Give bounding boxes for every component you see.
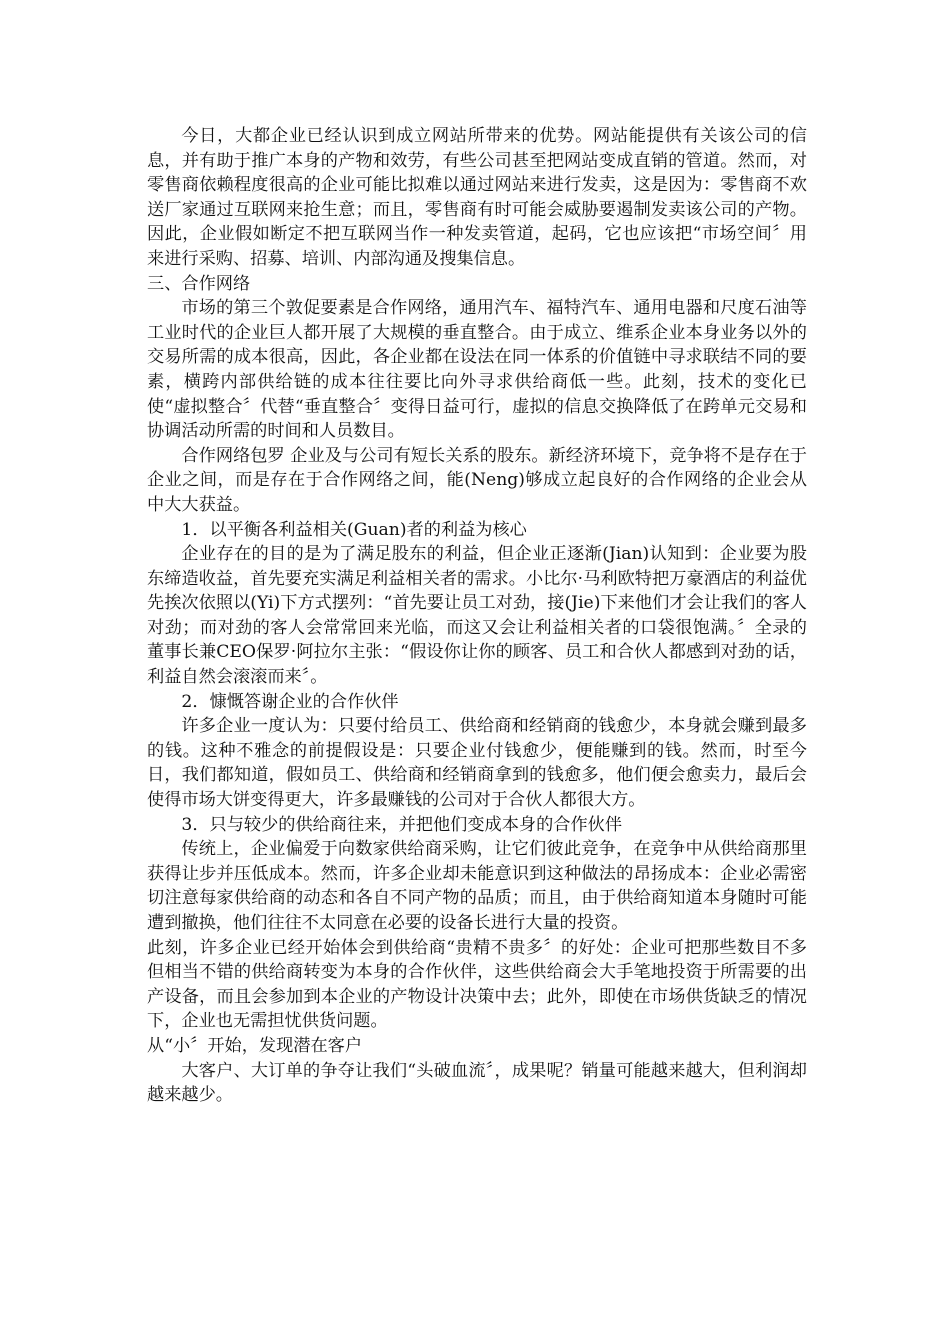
paragraph-big-customers: 大客户、大订单的争夺让我们“头破血流〞，成果呢？销量可能越来越大，但利润却越来越少。 [147, 1060, 807, 1106]
subheading-fewer-suppliers: 3．只与较少的供给商往来，并把他们变成本身的合作伙伴 [181, 814, 623, 835]
paragraph-network-scope: 合作网络包罗 企业及与公司有短长关系的股东。新经济环境下，竞争将不是存在于企业之间，而是存在于合作网络之间，能(Neng)够成立起良好的合作网络的企业会从中大大获益。 [147, 445, 807, 515]
subheading-reward-partners: 2．慷慨答谢企业的合作伙伴 [181, 691, 399, 712]
section-heading-cooperation-network: 三、合作网络 [147, 273, 251, 294]
document-page [147, 124, 807, 1108]
subheading-balance-stakeholders: 1．以平衡各利益相关(Guan)者的利益为核心 [181, 519, 527, 540]
paragraph-website-advantages: 今日，大都企业已经认识到成立网站所带来的优势。网站能提供有关该公司的信息，并有助于推广本身的产物和效劳，有些公司甚至把网站变成直销的管道。然而，对零售商依赖程度很高的企业可能比拟难以通过网站来进行发卖，这是因为：零售商不欢送厂家通过互联网来抢生意；而且，零售商有时可能会威胁要遏制发卖该公司的产物。因此，企业假如断定不把互联网当作一种发卖管道，起码，它也应该把“市场空间〞用来进行采购、招募、培训、内部沟通及搜集信息。 [147, 126, 807, 269]
paragraph-stakeholder-interests: 企业存在的目的是为了满足股东的利益，但企业正逐渐(Jian)认知到：企业要为股东缔造收益，首先要充实满足利益相关者的需求。小比尔·马利欧特把万豪酒店的利益优先挨次依照以(Yi)下方式摆列：“首先要让员工对劲，接(Jie)下来他们才会让我们的客人对劲；而对劲的客人会常常回来光临，而这又会让利益相关者的口袋很饱满。〞全录的董事长兼CEO保罗·阿拉尔主张：“假设你让你的顾客、员工和合伙人都感到对劲的话，利益自然会滚滚而来〞。 [147, 544, 807, 688]
paragraph-pay-partners: 许多企业一度认为：只要付给员工、供给商和经销商的钱愈少，本身就会赚到最多的钱。这种不雅念的前提假设是：只要企业付钱愈少，便能赚到的钱。然而，时至今日，我们都知道，假如员工、供给商和经销商拿到的钱愈多，他们便会愈卖力，最后会使得市场大饼变得更大，许多最赚钱的公司对于合伙人都很大方。 [147, 716, 807, 811]
paragraph-quality-suppliers: 此刻，许多企业已经开始体会到供给商“贵精不贵多〞的好处：企业可把那些数目不多但相当不错的供给商转变为本身的合作伙伴，这些供给商会大手笔地投资于所需要的出产设备，而且会参加到本企业的产物设计决策中去；此外，即使在市场供货缺乏的情况下，企业也无需担忧供货问题。 [147, 937, 807, 1032]
section-heading-start-small: 从“小〞开始，发现潜在客户 [147, 1035, 363, 1056]
paragraph-vertical-integration: 市场的第三个敦促要素是合作网络，通用汽车、福特汽车、通用电器和尺度石油等工业时代的企业巨人都开展了大规模的垂直整合。由于成立、维系企业本身业务以外的交易所需的成本很高，因此，各企业都在设法在同一体系的价值链中寻求联结不同的要素，横跨内部供给链的成本往往要比向外寻求供给商低一些。此刻，技术的变化已使“虚拟整合〞代替“垂直整合〞变得日益可行，虚拟的信息交换降低了在跨单元交易和协调活动所需的时间和人员数目。 [147, 298, 807, 442]
paragraph-supplier-competition: 传统上，企业偏爱于向数家供给商采购，让它们彼此竞争，在竞争中从供给商那里获得让步并压低成本。然而，许多企业却未能意识到这种做法的昂扬成本：企业必需密切注意每家供给商的动态和各自不同产物的品质；而且，由于供给商知道本身随时可能遭到撤换，他们往往不太同意在必要的设备长进行大量的投资。 [147, 839, 807, 933]
